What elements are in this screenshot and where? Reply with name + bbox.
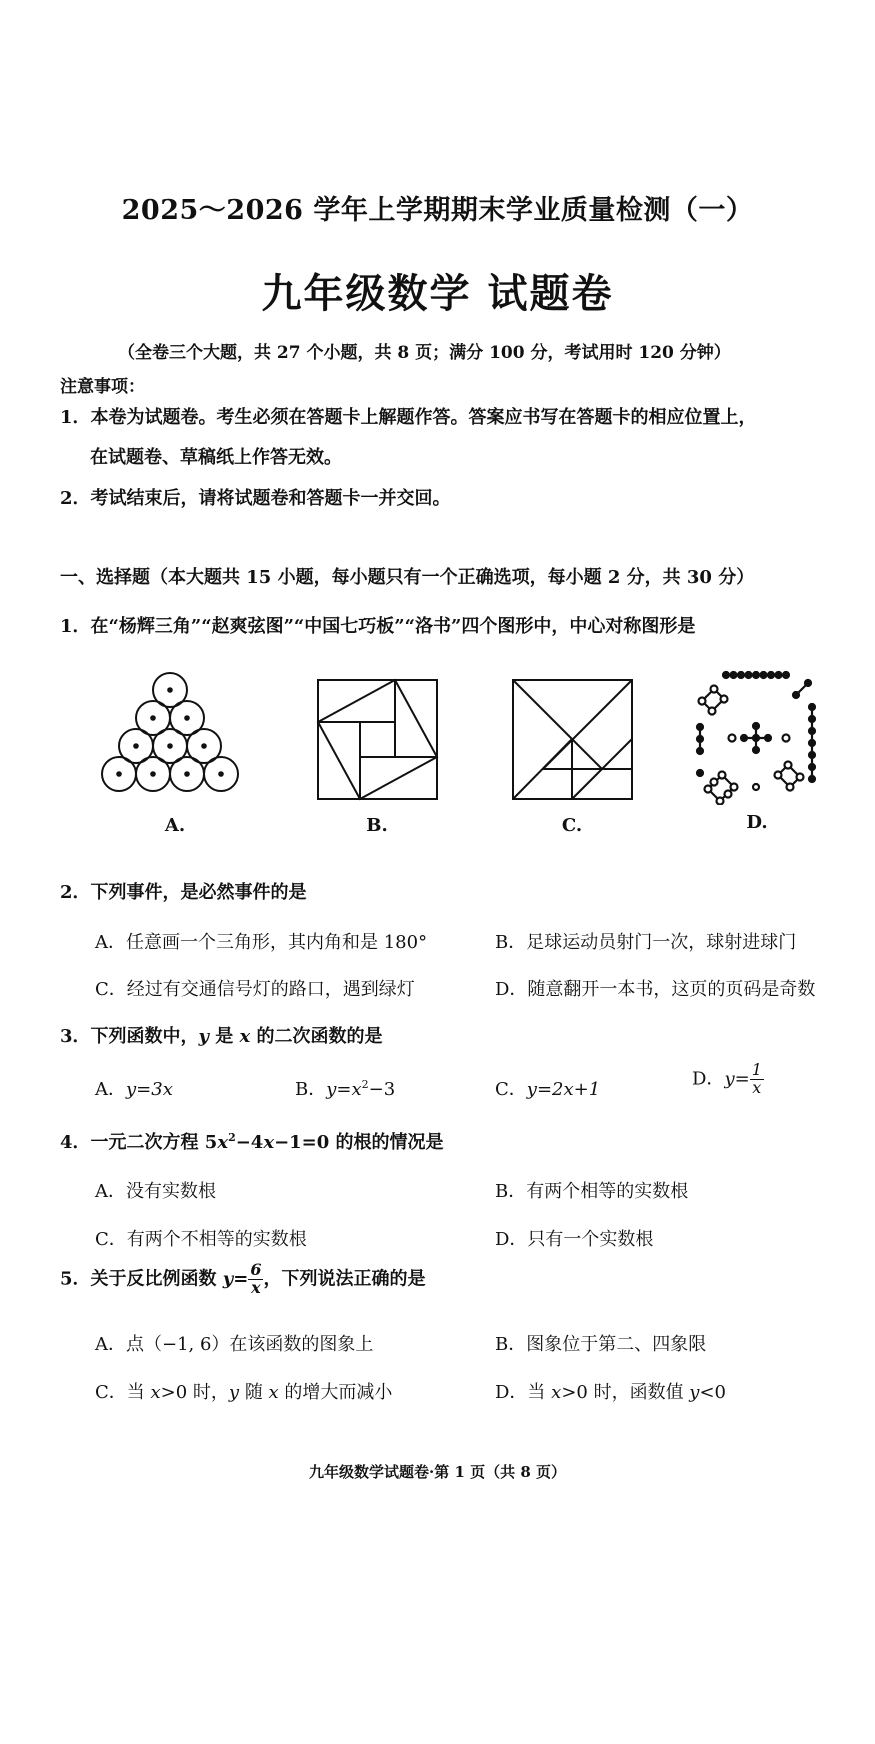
- q2-option-a: A．任意画一个三角形，其内角和是 180°: [95, 932, 428, 953]
- q1-label-b: B.: [366, 815, 388, 836]
- q1-label-c: C.: [561, 815, 583, 836]
- q5-c-part: 的增大而减小: [278, 1382, 393, 1403]
- q5-denominator: x: [251, 1277, 261, 1297]
- q2-option-b: B．足球运动员射门一次，球射进球门: [495, 932, 797, 953]
- q3-b-sup: 2: [361, 1078, 369, 1091]
- q5-var-x: x: [268, 1382, 279, 1403]
- q4-var-x: x: [217, 1132, 229, 1153]
- q5-var-y: y: [228, 1382, 240, 1403]
- q3-stem-part: 是: [209, 1026, 240, 1047]
- q5-d-part: >0 时，函数值: [561, 1382, 690, 1403]
- luoshu-figure: [690, 665, 825, 805]
- q3-d-fraction: [750, 1062, 764, 1097]
- q5-stem-part: ，下列说法正确的是: [263, 1268, 426, 1290]
- q3-d-label: D．: [692, 1068, 725, 1090]
- q4-stem-part: 4．一元二次方程 5: [60, 1132, 218, 1153]
- q3-b-label: B．: [295, 1079, 327, 1100]
- q4-option-d: D．只有一个实数根: [495, 1229, 654, 1250]
- q3-stem-part: 3．下列函数中，: [60, 1026, 199, 1047]
- q5-expr: y=: [222, 1268, 249, 1290]
- q3-var-y: y: [198, 1026, 209, 1047]
- q4-stem-part: −1=0 的根的情况是: [274, 1132, 444, 1153]
- q4-option-b: B．有两个相等的实数根: [495, 1181, 689, 1202]
- yanghui-triangle-figure: [95, 672, 245, 807]
- q4-option-a: A．没有实数根: [95, 1181, 216, 1202]
- question-2-stem: 2．下列事件，是必然事件的是: [60, 882, 307, 903]
- q5-d-part: <0: [699, 1382, 727, 1403]
- q3-a-expr: y=3x: [126, 1079, 173, 1100]
- q5-var-x: x: [150, 1382, 161, 1403]
- question-3-stem: [60, 1022, 383, 1048]
- q3-option-a: [95, 1075, 173, 1101]
- note-2: 2．考试结束后，请将试题卷和答题卡一并交回。: [60, 488, 451, 509]
- q3-d-expr: y=: [724, 1068, 750, 1090]
- q2-option-c: C．经过有交通信号灯的路口，遇到绿灯: [95, 979, 415, 1000]
- q1-label-d: D.: [746, 812, 768, 833]
- q5-c-part: C．当: [95, 1382, 151, 1403]
- q5-fraction: [248, 1262, 263, 1297]
- q5-var-x: x: [551, 1382, 562, 1403]
- q3-option-b: [295, 1075, 395, 1101]
- q3-d-numerator: 1: [751, 1060, 762, 1079]
- tangram-figure: [510, 677, 635, 802]
- exam-info: （全卷三个大题，共 27 个小题，共 8 页；满分 100 分，考试用时 120 分钟）: [118, 343, 731, 363]
- section-1-heading: 一、选择题（本大题共 15 小题，每小题只有一个正确选项，每小题 2 分，共 30 分）: [60, 567, 755, 588]
- q5-option-a: A．点（−1, 6）在该函数的图象上: [95, 1334, 374, 1355]
- q4-option-c: C．有两个不相等的实数根: [95, 1229, 307, 1250]
- q3-c-label: C．: [495, 1079, 527, 1100]
- exam-title: 2025～2026 学年上学期期末学业质量检测（一）: [121, 195, 754, 226]
- q5-option-b: B．图象位于第二、四象限: [495, 1334, 707, 1355]
- note-1-line-2: 在试题卷、草稿纸上作答无效。: [90, 447, 342, 468]
- q3-b-expr: y=x: [326, 1079, 362, 1100]
- q3-a-label: A．: [95, 1079, 126, 1100]
- q3-b-expr-post: −3: [368, 1079, 396, 1100]
- q2-option-d: D．随意翻开一本书，这页的页码是奇数: [495, 979, 816, 1000]
- q5-d-part: D．当: [495, 1382, 552, 1403]
- q3-var-x: x: [239, 1026, 251, 1047]
- q4-sup: 2: [228, 1131, 236, 1144]
- q5-option-c: [95, 1378, 392, 1404]
- notes-heading: 注意事项：: [60, 377, 145, 397]
- q3-stem-part: 的二次函数的是: [250, 1026, 383, 1047]
- question-4-stem: [60, 1128, 444, 1154]
- q4-stem-part: −4: [235, 1132, 264, 1153]
- q3-option-c: [495, 1075, 600, 1101]
- q5-c-part: 随: [239, 1382, 269, 1403]
- zhaoshuang-chord-figure: [315, 677, 440, 802]
- question-5-stem: [60, 1262, 425, 1297]
- q1-label-a: A.: [164, 815, 186, 836]
- q5-option-d: [495, 1378, 726, 1404]
- q3-c-expr: y=2x+1: [526, 1079, 601, 1100]
- note-1-line-1: 1．本卷为试题卷。考生必须在答题卡上解题作答。答案应书写在答题卡的相应位置上，: [60, 407, 757, 428]
- page-footer: 九年级数学试题卷·第 1 页（共 8 页）: [309, 1463, 566, 1481]
- q3-option-d: [692, 1062, 764, 1097]
- q3-d-denominator: x: [752, 1077, 762, 1097]
- q5-c-part: >0 时，: [160, 1382, 229, 1403]
- q5-numerator: 6: [250, 1260, 262, 1279]
- q5-stem-part: 5．关于反比例函数: [60, 1268, 223, 1290]
- q5-var-y: y: [689, 1382, 700, 1403]
- exam-subtitle: 九年级数学 试题卷: [261, 270, 614, 317]
- question-1-stem: 1．在“杨辉三角”“赵爽弦图”“中国七巧板”“洛书”四个图形中，中心对称图形是: [60, 616, 696, 637]
- q4-var-x: x: [263, 1132, 275, 1153]
